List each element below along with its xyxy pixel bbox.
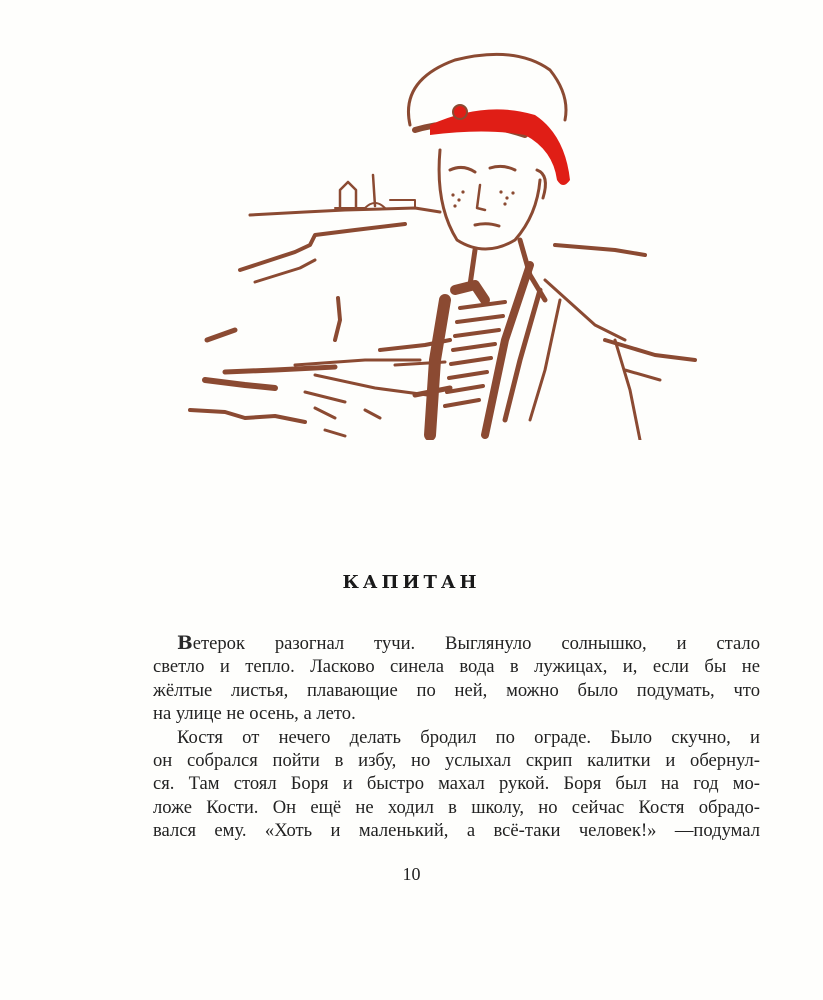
chapter-title: КАПИТАН [342,572,481,593]
text-line: ложе Кости. Он ещё не ходил в школу, но сейчас Костя обрадо- [153,796,760,818]
chapter-illustration [185,40,705,440]
text-line: он собрался пойти в избу, но услыхал скрип калитки и обернул- [153,749,760,771]
text-line: Ветерок разогнал тучи. Выглянуло солнышко, и стало [177,633,760,654]
text-line: Костя от нечего делать бродил по ограде. Было скучно, и [177,726,760,748]
text-line: вался ему. «Хоть и маленький, а всё-таки человек!» —подумал [153,820,760,842]
page-number: 10 [402,864,421,884]
text-line: на улице не осень, а лето. [153,703,356,725]
story-text [153,632,760,843]
text-line: светло и тепло. Ласково синела вода в лужицах, и, если бы не [153,656,760,678]
text-line: жёлтые листья, плавающие по ней, можно было подумать, что [153,679,760,701]
drop-cap: В [177,633,193,654]
text-line: ся. Там стоял Боря и быстро махал рукой. Боря был на год мо- [153,773,760,795]
boy-captain-illustration [185,40,705,440]
